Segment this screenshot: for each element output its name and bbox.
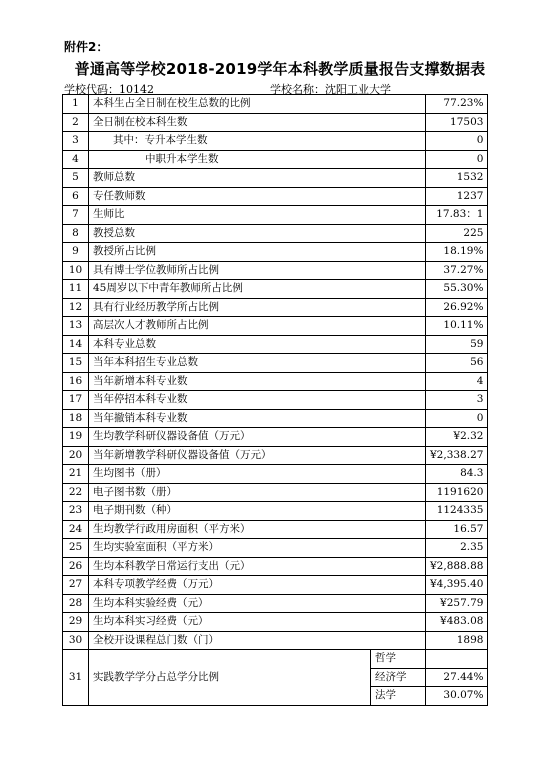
table-row <box>63 150 488 169</box>
table-row <box>63 557 488 576</box>
row-value: 225 <box>426 224 488 243</box>
row-number: 12 <box>63 298 89 317</box>
row-number: 5 <box>63 169 89 188</box>
row-value: 18.19% <box>426 243 488 262</box>
row-label: 生均教学科研仪器设备值（万元） <box>89 428 426 447</box>
row-label: 实践教学学分占总学分比例 <box>89 650 371 706</box>
row-number: 30 <box>63 631 89 650</box>
row-label: 生均本科实习经费（元） <box>89 613 426 632</box>
row-value: ¥4,395.40 <box>426 576 488 595</box>
row-number: 31 <box>63 650 89 706</box>
row-number: 24 <box>63 520 89 539</box>
row-value: 1124335 <box>426 502 488 521</box>
row-number: 16 <box>63 372 89 391</box>
row-number: 14 <box>63 335 89 354</box>
row-number: 9 <box>63 243 89 262</box>
row-number: 18 <box>63 409 89 428</box>
sub-category: 哲学 <box>371 650 426 669</box>
row-label: 全日制在校本科生数 <box>89 113 426 132</box>
table-row <box>63 391 488 410</box>
row-value: 56 <box>426 354 488 373</box>
row-value: 0 <box>426 132 488 151</box>
row-number: 17 <box>63 391 89 410</box>
row-number: 21 <box>63 465 89 484</box>
row-number: 28 <box>63 594 89 613</box>
table-row <box>63 187 488 206</box>
row-label: 当年新增本科专业数 <box>89 372 426 391</box>
row-value: 0 <box>426 150 488 169</box>
row-label: 生均教学行政用房面积（平方米） <box>89 520 426 539</box>
sub-category: 法学 <box>371 687 426 706</box>
row-label: 电子图书数（册） <box>89 483 426 502</box>
table-row <box>63 317 488 336</box>
row-label: 具有行业经历教学所占比例 <box>89 298 426 317</box>
row-number: 20 <box>63 446 89 465</box>
table-row <box>63 594 488 613</box>
row-label: 当年本科招生专业总数 <box>89 354 426 373</box>
table-row <box>63 613 488 632</box>
row-value: 3 <box>426 391 488 410</box>
row-number: 2 <box>63 113 89 132</box>
row-label: 中职升本学生数 <box>89 150 426 169</box>
school-name: 学校名称：沈阳工业大学 <box>270 83 391 96</box>
row-label: 当年新增教学科研仪器设备值（万元） <box>89 446 426 465</box>
table-row <box>63 409 488 428</box>
row-number: 6 <box>63 187 89 206</box>
table-row <box>63 243 488 262</box>
table-row <box>63 446 488 465</box>
table-row <box>63 372 488 391</box>
table-row <box>63 502 488 521</box>
row-label: 具有博士学位教师所占比例 <box>89 261 426 280</box>
table-row <box>63 261 488 280</box>
row-label: 当年撤销本科专业数 <box>89 409 426 428</box>
row-value: 2.35 <box>426 539 488 558</box>
row-label: 生均本科教学日常运行支出（元） <box>89 557 426 576</box>
row-number: 10 <box>63 261 89 280</box>
row-label: 生均本科实验经费（元） <box>89 594 426 613</box>
row-number: 8 <box>63 224 89 243</box>
row-label: 专任教师数 <box>89 187 426 206</box>
row-label: 电子期刊数（种） <box>89 502 426 521</box>
row-value: 37.27% <box>426 261 488 280</box>
row-value: ¥483.08 <box>426 613 488 632</box>
table-row <box>63 280 488 299</box>
row-label: 生师比 <box>89 206 426 225</box>
row-label: 高层次人才教师所占比例 <box>89 317 426 336</box>
row-label: 本科专业总数 <box>89 335 426 354</box>
row-value: 59 <box>426 335 488 354</box>
table-row <box>63 113 488 132</box>
row-number: 23 <box>63 502 89 521</box>
sub-value: 27.44% <box>426 668 488 687</box>
table-row <box>63 483 488 502</box>
row-label: 45周岁以下中青年教师所占比例 <box>89 280 426 299</box>
row-label: 教授总数 <box>89 224 426 243</box>
row-label: 生均实验室面积（平方米） <box>89 539 426 558</box>
table-row <box>63 428 488 447</box>
row-value: 77.23% <box>426 95 488 114</box>
row-number: 29 <box>63 613 89 632</box>
row-value: ¥2,338.27 <box>426 446 488 465</box>
row-value: 17503 <box>426 113 488 132</box>
row-value: 0 <box>426 409 488 428</box>
row-number: 27 <box>63 576 89 595</box>
row-number: 15 <box>63 354 89 373</box>
row-value: 84.3 <box>426 465 488 484</box>
row-label: 教授所占比例 <box>89 243 426 262</box>
row-label: 全校开设课程总门数（门） <box>89 631 426 650</box>
table-row <box>63 169 488 188</box>
row-number: 1 <box>63 95 89 114</box>
row-number: 4 <box>63 150 89 169</box>
sub-category: 经济学 <box>371 668 426 687</box>
table-row <box>63 650 488 669</box>
row-value: 16.57 <box>426 520 488 539</box>
row-label: 本科生占全日制在校生总数的比例 <box>89 95 426 114</box>
row-number: 26 <box>63 557 89 576</box>
row-value: 1191620 <box>426 483 488 502</box>
sub-value: 30.07% <box>426 687 488 706</box>
table-row <box>63 465 488 484</box>
row-value: 17.83：1 <box>426 206 488 225</box>
row-number: 19 <box>63 428 89 447</box>
page-title: 普通高等学校2018-2019学年本科教学质量报告支撑数据表 <box>74 60 486 78</box>
table-row <box>63 132 488 151</box>
row-label: 当年停招本科专业数 <box>89 391 426 410</box>
sub-value <box>426 650 488 669</box>
row-number: 11 <box>63 280 89 299</box>
table-row <box>63 576 488 595</box>
table-row <box>63 95 488 114</box>
data-table <box>62 94 488 706</box>
table-row <box>63 206 488 225</box>
attachment-label: 附件2： <box>64 40 109 54</box>
row-label: 教师总数 <box>89 169 426 188</box>
school-code: 学校代码：10142 <box>64 83 154 96</box>
row-number: 25 <box>63 539 89 558</box>
row-value: 1532 <box>426 169 488 188</box>
table-row <box>63 335 488 354</box>
row-value: 1237 <box>426 187 488 206</box>
row-value: 55.30% <box>426 280 488 299</box>
table-row <box>63 520 488 539</box>
table-row <box>63 354 488 373</box>
row-value: ¥2.32 <box>426 428 488 447</box>
row-label: 其中：专升本学生数 <box>89 132 426 151</box>
row-number: 7 <box>63 206 89 225</box>
row-value: 4 <box>426 372 488 391</box>
row-number: 13 <box>63 317 89 336</box>
row-label: 本科专项教学经费（万元） <box>89 576 426 595</box>
row-label: 生均图书（册） <box>89 465 426 484</box>
row-value: ¥257.79 <box>426 594 488 613</box>
table-row <box>63 539 488 558</box>
row-value: ¥2,888.88 <box>426 557 488 576</box>
row-number: 3 <box>63 132 89 151</box>
table-row <box>63 224 488 243</box>
table-row <box>63 631 488 650</box>
row-value: 10.11% <box>426 317 488 336</box>
table-row <box>63 298 488 317</box>
row-number: 22 <box>63 483 89 502</box>
row-value: 1898 <box>426 631 488 650</box>
row-value: 26.92% <box>426 298 488 317</box>
